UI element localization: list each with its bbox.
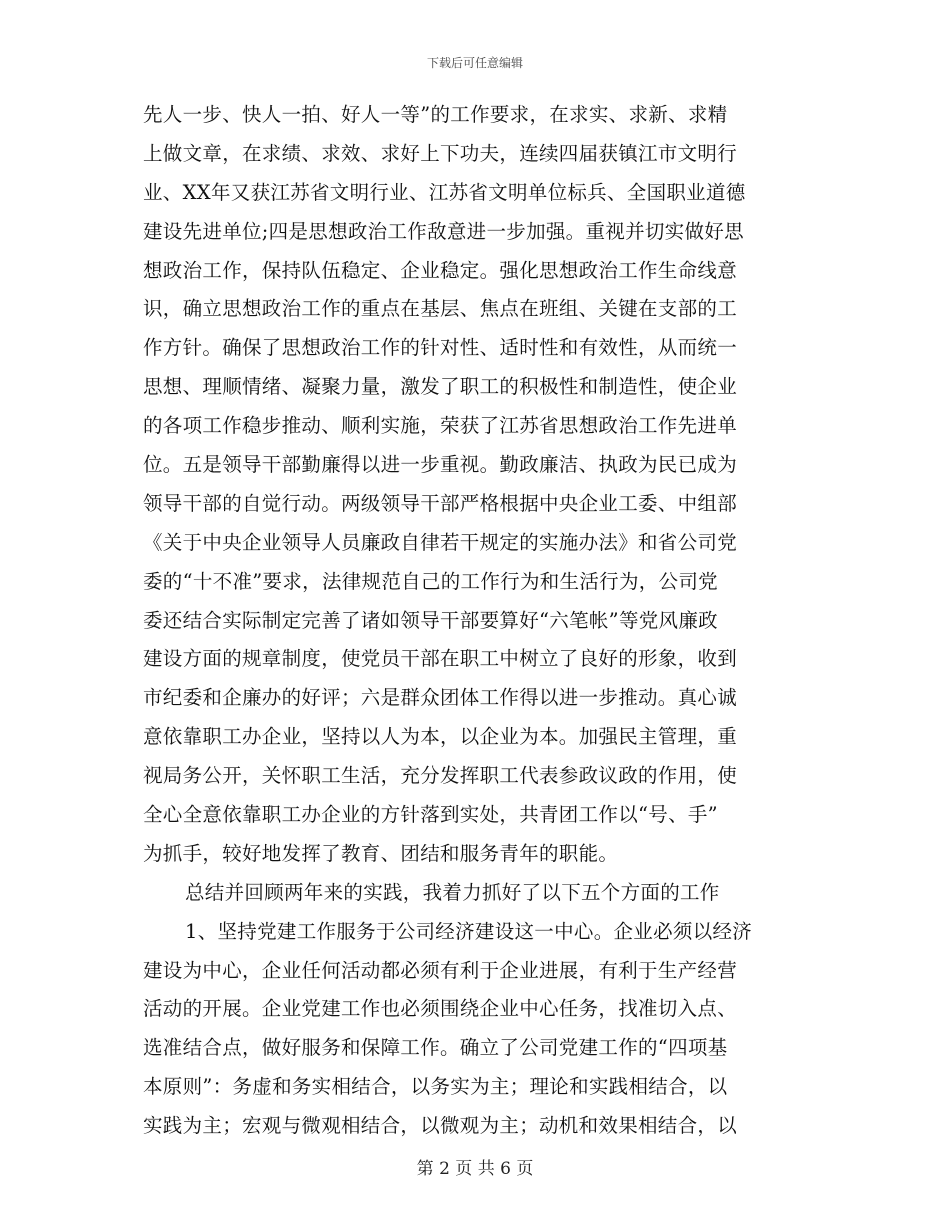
body-line: 委还结合实际制定完善了诸如领导干部要算好“六笔帐”等党风廉政 [143,608,718,632]
page-number-footer: 第 2 页 共 6 页 [416,1159,534,1179]
body-line: 实践为主；宏观与微观相结合，以微观为主；动机和效果相结合，以 [143,1114,738,1138]
body-line: 位。五是领导干部勤廉得以进一步重视。勤政廉洁、执政为民已成为 [143,453,738,477]
body-line: 建设方面的规章制度，使党员干部在职工中树立了良好的形象，收到 [143,647,738,671]
body-line: 委的“十不准”要求，法律规范自己的工作行为和生活行为，公司党 [143,569,718,593]
body-line: 业、XX年又获江苏省文明行业、江苏省文明单位标兵、全国职业道德 [143,180,746,204]
body-line: 上做文章，在求绩、求效、求好上下功夫，连续四届获镇江市文明行 [143,141,738,165]
body-line: 活动的开展。企业党建工作也必须围绕企业中心任务，找准切入点、 [143,997,738,1021]
body-line: 先人一步、快人一拍、好人一等”的工作要求，在求实、求新、求精 [143,103,728,126]
body-line: 领导干部的自觉行动。两级领导干部严格根据中央企业工委、中组部 [143,491,738,515]
body-line: 作方针。确保了思想政治工作的针对性、适时性和有效性，从而统一 [143,336,738,360]
body-line: 视局务公开，关怀职工生活，充分发挥职工代表参政议政的作用，使 [143,764,738,788]
body-line: 想政治工作，保持队伍稳定、企业稳定。强化思想政治工作生命线意 [143,258,738,282]
body-line: 本原则”：务虚和务实相结合，以务实为主；理论和实践相结合，以 [143,1075,728,1099]
body-line: 建设先进单位;四是思想政治工作敌意进一步加强。重视并切实做好思 [143,219,744,243]
body-line: 《关于中央企业领导人员廉政自律若干规定的实施办法》和省公司党 [143,530,738,554]
page-header-note: 下载后可任意编辑 [426,56,523,70]
body-line: 的各项工作稳步推动、顺利实施，荣获了江苏省思想政治工作先进单 [143,414,738,438]
body-line: 选准结合点，做好服务和保障工作。确立了公司党建工作的“四项基 [143,1036,728,1060]
body-line: 意依靠职工办企业，坚持以人为本，以企业为本。加强民主管理，重 [143,725,738,749]
body-line: 市纪委和企廉办的好评；六是群众团体工作得以进一步推动。真心诚 [143,686,738,710]
body-line: 全心全意依靠职工办企业的方针落到实处，共青团工作以“号、手” [143,803,718,827]
body-line: 识，确立思想政治工作的重点在基层、焦点在班组、关键在支部的工 [143,297,738,321]
summary-heading-line: 总结并回顾两年来的实践，我着力抓好了以下五个方面的工作 [185,880,720,904]
body-line: 建设为中心，企业任何活动都必须有利于企业进展，有利于生产经营 [143,958,738,982]
section-1-first-line: 1、坚持党建工作服务于公司经济建设这一中心。企业必须以经济 [185,919,753,943]
body-line: 为抓手，较好地发挥了教育、团结和服务青年的职能。 [143,841,619,865]
body-line: 思想、理顺情绪、凝聚力量，激发了职工的积极性和制造性，使企业 [143,375,738,399]
document-body [143,96,815,1146]
